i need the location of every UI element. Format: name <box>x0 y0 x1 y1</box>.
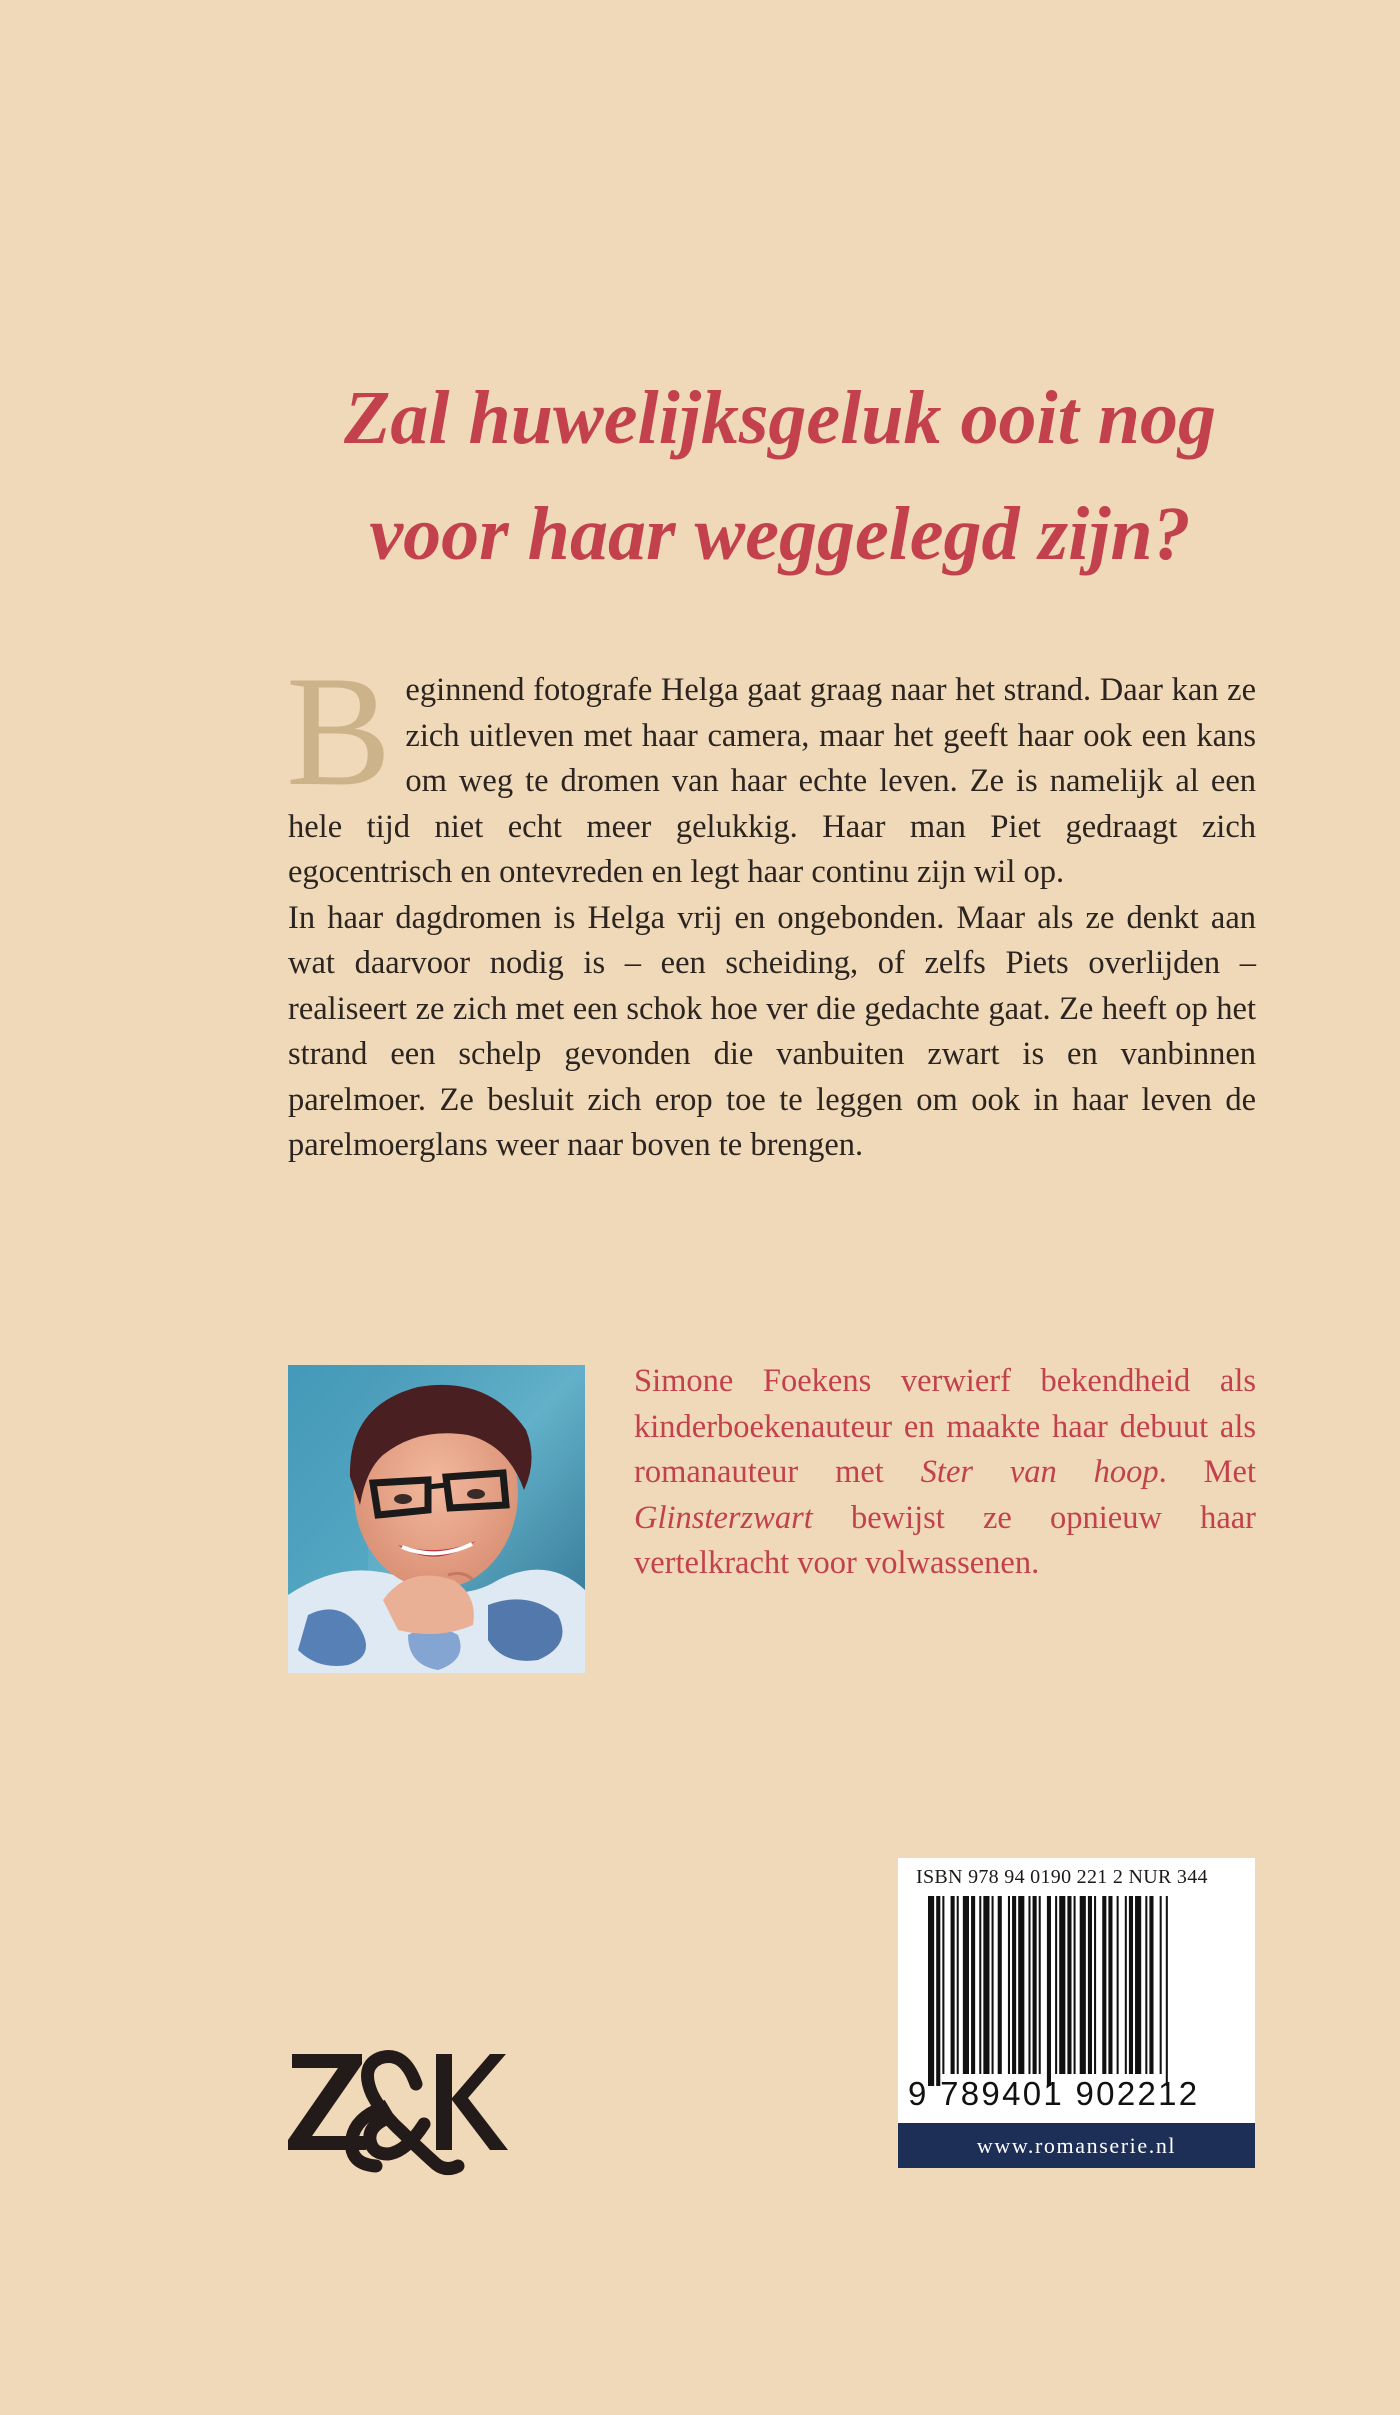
tagline-line-1: Zal huwelijksgeluk ooit nog <box>343 376 1217 460</box>
book-title-ster-van-hoop: Ster van hoop <box>920 1454 1159 1490</box>
blurb <box>286 644 1256 1169</box>
barcode-panel <box>898 1858 1255 2168</box>
book-title-glinsterzwart: Glinsterzwart <box>634 1499 813 1536</box>
author-bio-text-2: . Met <box>1158 1454 1256 1490</box>
blurb-paragraph-1 <box>286 644 1256 896</box>
blurb-paragraph-2: In haar dagdromen is Helga vrij en ongebonden. Maar als ze denkt aan wat daarvoor nodig is – een scheiding, of zelfs Piets overlijden – realiseert ze zich met een schok hoe ver die gedachte gaat. Ze heeft op het strand een schelp gevonden die vanbuiten zwart is en vanbinnen parelmoer. Ze besluit zich erop toe te leggen om ook in haar leven de parelmoerglans weer naar boven te brengen. <box>288 899 1256 1163</box>
tagline-line-2: voor haar weggelegd zijn? <box>369 492 1191 576</box>
author-bio <box>634 1359 1256 1587</box>
blurb-paragraph-1-text: eginnend fotografe Helga gaat graag naar het strand. Daar kan ze zich uitleven met haar camera, maar het geeft haar ook een kans om weg te dromen van haar echte leven. Ze is namelijk al een hele tijd niet echt meer gelukkig. Haar man Piet gedraagt zich egocentrisch en ontevreden en legt haar continu zijn wil op. <box>288 672 1256 890</box>
tagline <box>290 360 1270 592</box>
publisher-logo <box>286 2040 508 2180</box>
author-bio-text-1: Simone Foekens verwierf bekendheid als kinderboekenauteur en maakte haar debuut als romanauteur met <box>634 1363 1256 1490</box>
website-url: www.romanserie.nl <box>898 2123 1255 2168</box>
drop-cap: B <box>286 644 392 819</box>
isbn-text: ISBN 978 94 0190 221 2 NUR 344 <box>916 1866 1208 1888</box>
barcode-digits: 9 789401 902212 <box>908 2075 1200 2112</box>
author-photo <box>288 1365 585 1673</box>
author-bio-text-3: bewijst ze opnieuw haar vertelkracht voor volwassenen. <box>634 1499 1256 1581</box>
